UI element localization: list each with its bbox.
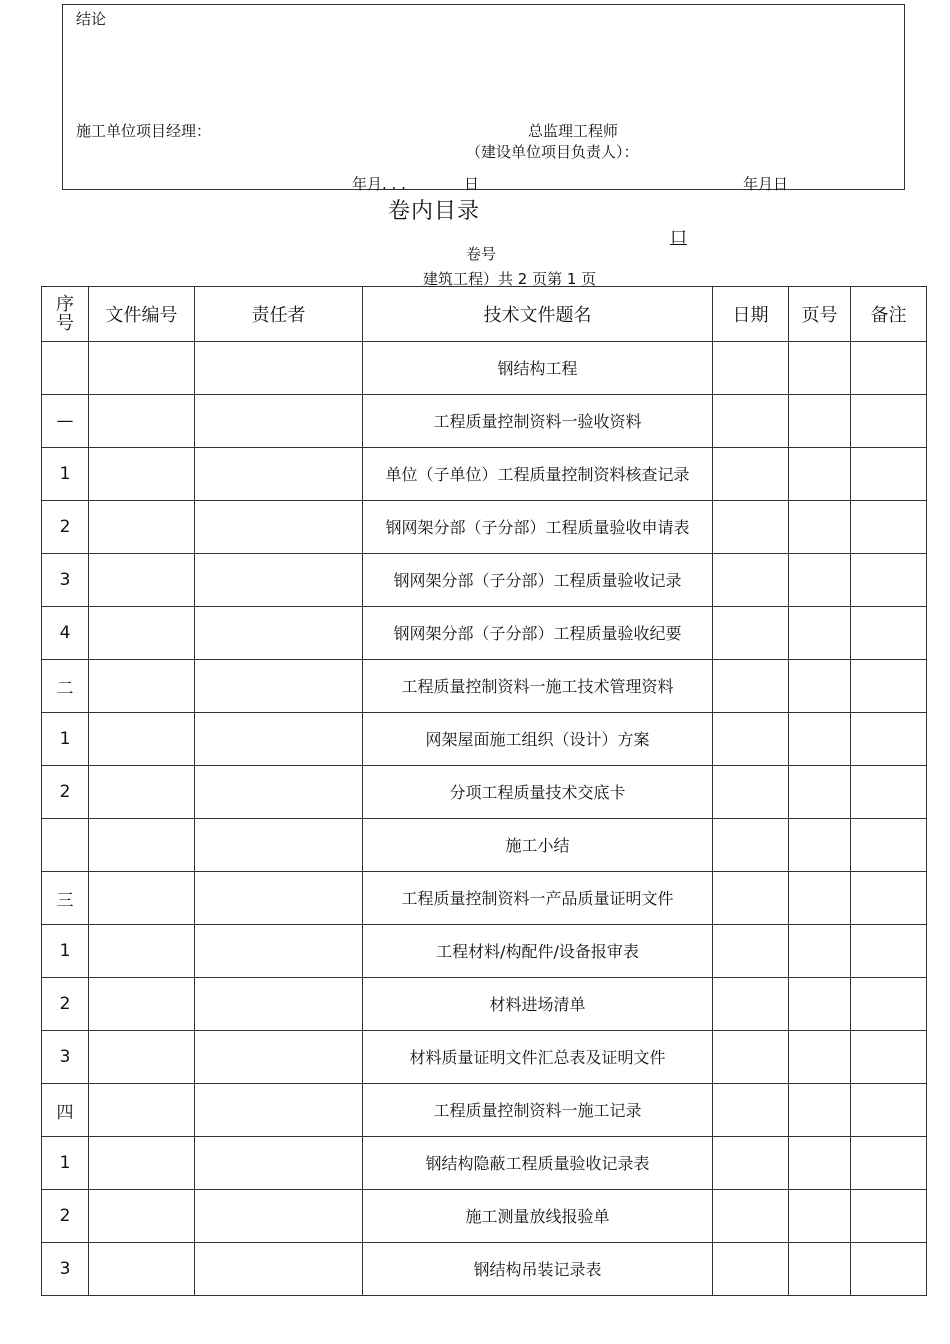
cell-page [789, 1084, 851, 1137]
table-row [42, 395, 927, 448]
column-header-responsible: 责任者 [195, 287, 363, 342]
table-row [42, 766, 927, 819]
column-header-doc-number: 文件编号 [89, 287, 195, 342]
cell-remarks [851, 501, 927, 554]
cell-page [789, 554, 851, 607]
table-row [42, 448, 927, 501]
cell-title: 钢结构吊装记录表 [363, 1243, 713, 1296]
column-header-page: 页号 [789, 287, 851, 342]
table-row [42, 501, 927, 554]
cell-responsible [195, 872, 363, 925]
cell-date [713, 1084, 789, 1137]
cell-title: 单位（子单位）工程质量控制资料核查记录 [363, 448, 713, 501]
cell-title: 工程材料/构配件/设备报审表 [363, 925, 713, 978]
cell-date [713, 1190, 789, 1243]
cell-title: 工程质量控制资料一施工记录 [363, 1084, 713, 1137]
cell-seq: 2 [42, 1190, 89, 1243]
cell-date [713, 925, 789, 978]
cell-seq: 1 [42, 1137, 89, 1190]
cell-seq: 3 [42, 554, 89, 607]
cell-doc-number [89, 1190, 195, 1243]
cell-title: 施工小结 [363, 819, 713, 872]
cell-remarks [851, 925, 927, 978]
cell-remarks [851, 872, 927, 925]
cell-responsible [195, 342, 363, 395]
cell-seq [42, 819, 89, 872]
date-left-year-month: 年月. . . [352, 175, 406, 193]
table-row [42, 978, 927, 1031]
cell-date [713, 713, 789, 766]
table-row [42, 1084, 927, 1137]
cell-doc-number [89, 978, 195, 1031]
cell-date [713, 660, 789, 713]
cell-seq: 1 [42, 448, 89, 501]
cell-remarks [851, 1084, 927, 1137]
cell-page [789, 501, 851, 554]
cell-remarks [851, 819, 927, 872]
cell-page [789, 660, 851, 713]
cell-page [789, 872, 851, 925]
cell-doc-number [89, 501, 195, 554]
table-row [42, 1243, 927, 1296]
cell-date [713, 448, 789, 501]
cell-remarks [851, 1137, 927, 1190]
table-row [42, 872, 927, 925]
column-header-seq: 序号 [42, 287, 89, 342]
page-title: 卷内目录 [388, 199, 481, 224]
table-row [42, 1137, 927, 1190]
cell-title: 钢网架分部（子分部）工程质量验收申请表 [363, 501, 713, 554]
cell-responsible [195, 554, 363, 607]
cell-remarks [851, 607, 927, 660]
table-row [42, 819, 927, 872]
cell-remarks [851, 1190, 927, 1243]
cell-responsible [195, 1190, 363, 1243]
cell-remarks [851, 1243, 927, 1296]
table-row [42, 713, 927, 766]
cell-date [713, 395, 789, 448]
cell-responsible [195, 1243, 363, 1296]
conclusion-label: 结论 [76, 10, 107, 28]
column-header-remarks: 备注 [851, 287, 927, 342]
cell-responsible [195, 501, 363, 554]
table-row [42, 925, 927, 978]
contractor-pm-label: 施工单位项目经理： [76, 122, 212, 140]
cell-seq: 3 [42, 1031, 89, 1084]
table-row [42, 1190, 927, 1243]
cell-responsible [195, 660, 363, 713]
cell-date [713, 766, 789, 819]
column-header-date: 日期 [713, 287, 789, 342]
cell-page [789, 819, 851, 872]
page-count-subtitle: 建筑工程）共 2 页第 1 页 [423, 270, 597, 288]
cell-page [789, 1137, 851, 1190]
column-header-title: 技术文件题名 [363, 287, 713, 342]
cell-responsible [195, 713, 363, 766]
toc-table [41, 286, 927, 1296]
cell-title: 网架屋面施工组织（设计）方案 [363, 713, 713, 766]
cell-doc-number [89, 660, 195, 713]
cell-date [713, 342, 789, 395]
cell-doc-number [89, 395, 195, 448]
cell-title: 工程质量控制资料一施工技术管理资料 [363, 660, 713, 713]
cell-remarks [851, 660, 927, 713]
cell-doc-number [89, 1031, 195, 1084]
cell-page [789, 978, 851, 1031]
cell-date [713, 554, 789, 607]
cell-responsible [195, 1084, 363, 1137]
table-header-row [42, 287, 927, 342]
cell-page [789, 713, 851, 766]
cell-date [713, 1137, 789, 1190]
cell-responsible [195, 448, 363, 501]
cell-title: 材料质量证明文件汇总表及证明文件 [363, 1031, 713, 1084]
date-right: 年月日 [743, 175, 789, 193]
cell-date [713, 607, 789, 660]
cell-doc-number [89, 554, 195, 607]
cell-date [713, 872, 789, 925]
table-row [42, 554, 927, 607]
cell-doc-number [89, 766, 195, 819]
cell-page [789, 766, 851, 819]
cell-page [789, 1243, 851, 1296]
table-row [42, 607, 927, 660]
cell-doc-number [89, 1137, 195, 1190]
cell-page [789, 925, 851, 978]
cell-seq: 1 [42, 925, 89, 978]
cell-responsible [195, 925, 363, 978]
cell-title: 工程质量控制资料一验收资料 [363, 395, 713, 448]
cell-responsible [195, 395, 363, 448]
cell-title: 钢网架分部（子分部）工程质量验收纪要 [363, 607, 713, 660]
cell-date [713, 1243, 789, 1296]
cell-remarks [851, 342, 927, 395]
cell-remarks [851, 978, 927, 1031]
cell-date [713, 1031, 789, 1084]
cell-seq: — [42, 395, 89, 448]
cell-seq: 2 [42, 978, 89, 1031]
cell-title: 分项工程质量技术交底卡 [363, 766, 713, 819]
cell-page [789, 395, 851, 448]
cell-page [789, 1190, 851, 1243]
cell-responsible [195, 978, 363, 1031]
cell-remarks [851, 1031, 927, 1084]
cell-responsible [195, 607, 363, 660]
cell-date [713, 819, 789, 872]
owner-representative-label: （建设单位项目负责人）： [466, 143, 639, 161]
cell-doc-number [89, 448, 195, 501]
table-row [42, 660, 927, 713]
cell-page [789, 448, 851, 501]
cell-seq: 三 [42, 872, 89, 925]
table-row [42, 342, 927, 395]
cell-seq: 二 [42, 660, 89, 713]
cell-responsible [195, 1031, 363, 1084]
cell-date [713, 501, 789, 554]
cell-seq: 3 [42, 1243, 89, 1296]
cell-date [713, 978, 789, 1031]
cell-responsible [195, 1137, 363, 1190]
cell-title: 钢结构工程 [363, 342, 713, 395]
cell-title: 材料进场清单 [363, 978, 713, 1031]
chief-supervisor-label: 总监理工程师 [528, 122, 619, 140]
cell-doc-number [89, 1084, 195, 1137]
cell-remarks [851, 766, 927, 819]
box-mark: 口 [670, 228, 687, 248]
cell-doc-number [89, 819, 195, 872]
cell-page [789, 607, 851, 660]
cell-doc-number [89, 713, 195, 766]
cell-page [789, 342, 851, 395]
cell-responsible [195, 819, 363, 872]
volume-label: 卷号 [466, 245, 497, 263]
cell-remarks [851, 448, 927, 501]
cell-seq [42, 342, 89, 395]
cell-doc-number [89, 607, 195, 660]
cell-remarks [851, 395, 927, 448]
cell-doc-number [89, 1243, 195, 1296]
cell-seq: 4 [42, 607, 89, 660]
conclusion-box [62, 4, 905, 190]
cell-doc-number [89, 342, 195, 395]
cell-doc-number [89, 872, 195, 925]
cell-doc-number [89, 925, 195, 978]
cell-remarks [851, 554, 927, 607]
cell-page [789, 1031, 851, 1084]
cell-seq: 1 [42, 713, 89, 766]
date-left-day: 日 [464, 175, 480, 193]
cell-seq: 四 [42, 1084, 89, 1137]
cell-title: 施工测量放线报验单 [363, 1190, 713, 1243]
cell-title: 钢结构隐蔽工程质量验收记录表 [363, 1137, 713, 1190]
cell-remarks [851, 713, 927, 766]
table-row [42, 1031, 927, 1084]
cell-responsible [195, 766, 363, 819]
cell-title: 工程质量控制资料一产品质量证明文件 [363, 872, 713, 925]
cell-title: 钢网架分部（子分部）工程质量验收记录 [363, 554, 713, 607]
cell-seq: 2 [42, 766, 89, 819]
cell-seq: 2 [42, 501, 89, 554]
